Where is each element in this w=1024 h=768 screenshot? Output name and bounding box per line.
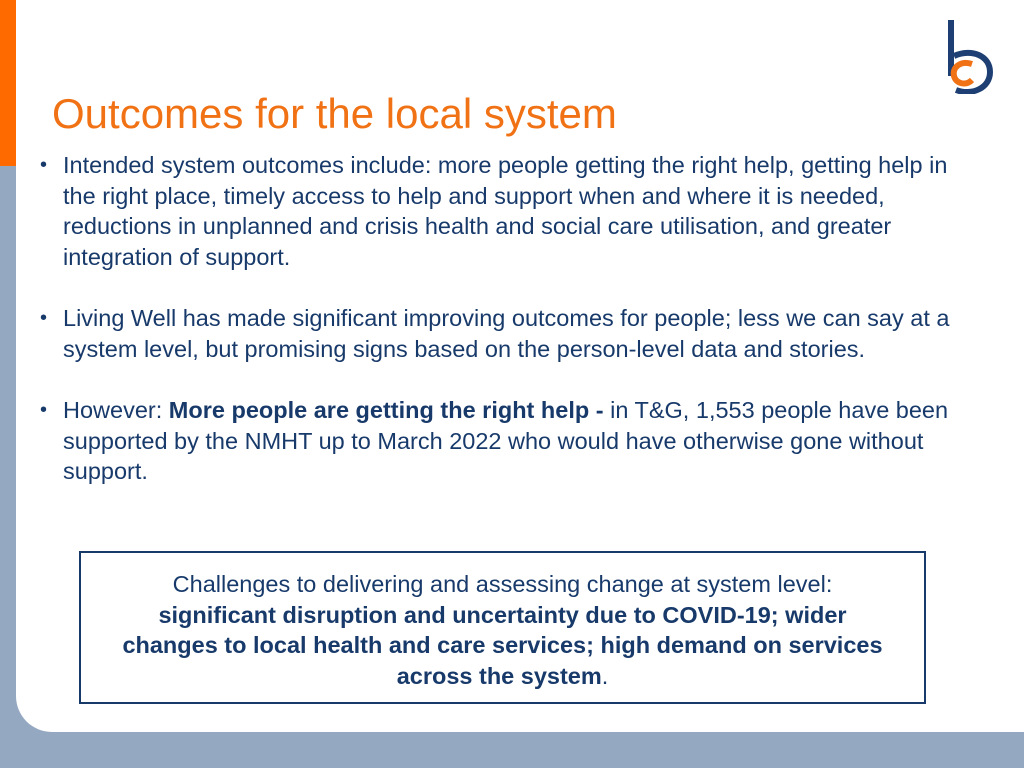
bc-logo-icon [942, 18, 994, 94]
callout-emphasis: significant disruption and uncertainty due to COVID-19; wider changes to local health and care services; high demand on services across the system [122, 601, 883, 689]
orange-accent-bar [0, 0, 16, 166]
list-item [40, 303, 950, 364]
bullet-icon: • [40, 399, 48, 421]
page-title: Outcomes for the local system [52, 90, 617, 137]
list-item [40, 150, 950, 272]
bullet-text-suffix: in T&G, 1,553 people have been supported by the NMHT up to March 2022 who would have otherwise gone without support. [63, 397, 949, 484]
bullet-icon: • [40, 307, 48, 329]
bullet-text: Living Well has made significant improving outcomes for people; less we can say at a system level, but promising signs based on the person-level data and stories. [63, 305, 950, 362]
list-item [40, 395, 950, 487]
bullet-text: Intended system outcomes include: more people getting the right help, getting help in the right place, timely access to help and support when and where it is needed, reductions in unplanned and crisis health and social care utilisation, and greater integration of support. [63, 152, 948, 270]
bullet-text-prefix: However: [63, 397, 169, 423]
callout-end: . [601, 662, 609, 689]
challenges-callout-box [79, 551, 926, 704]
bullet-list [40, 150, 950, 518]
callout-intro: Challenges to delivering and assessing change at system level: [172, 571, 833, 597]
bullet-icon: • [40, 154, 48, 176]
bullet-text-emphasis: More people are getting the right help - [168, 397, 604, 423]
